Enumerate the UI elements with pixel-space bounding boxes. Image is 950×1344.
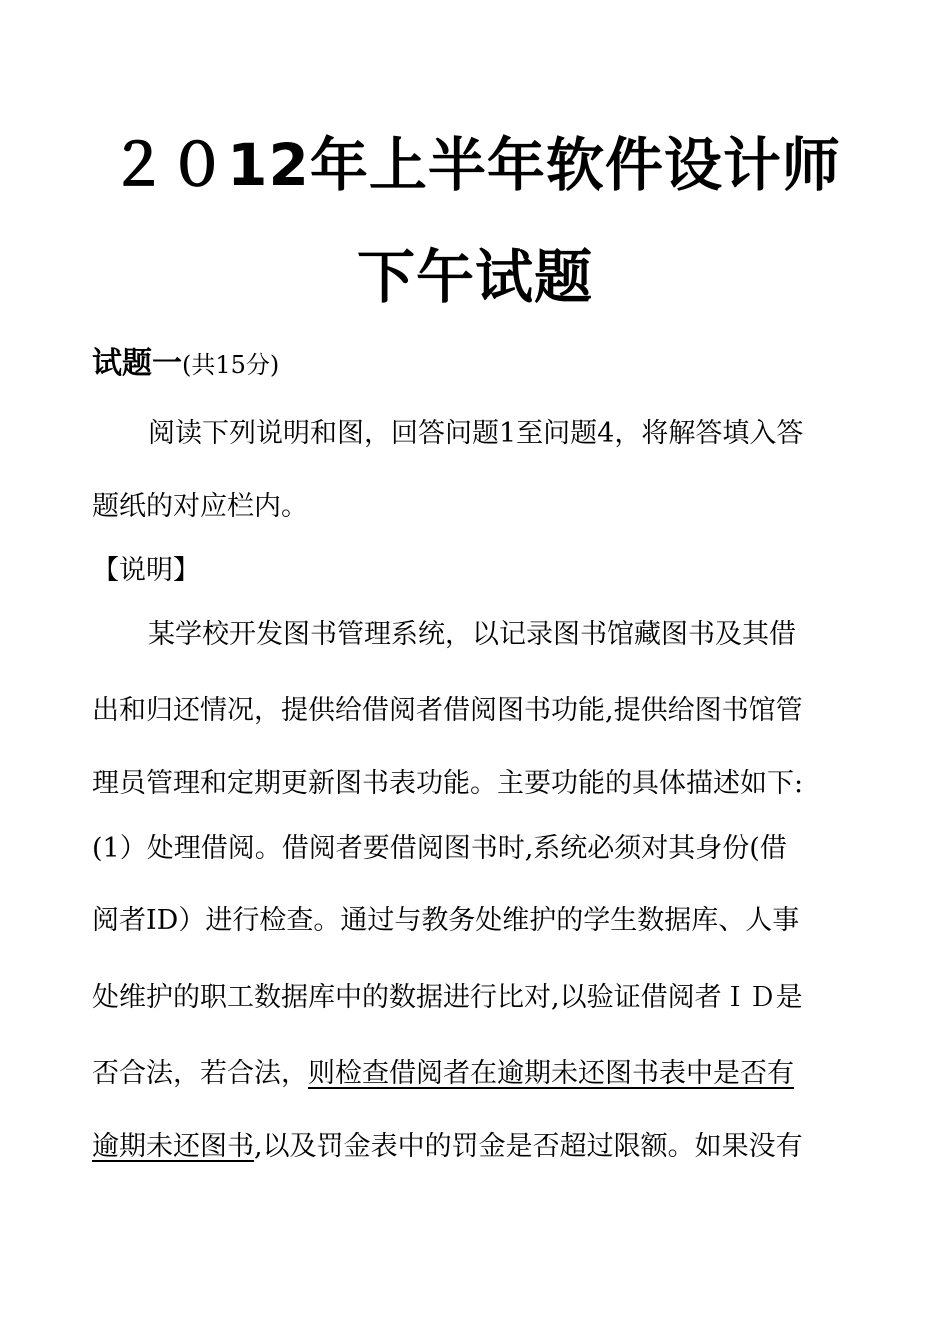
- document-title-line-2: 下午试题: [356, 243, 593, 311]
- question-score: (共15分): [182, 351, 280, 379]
- paragraph-line-7-plain: 否合法，若合法，: [92, 1058, 308, 1089]
- paragraph-line-8-underlined: 逾期未还图书: [92, 1131, 254, 1162]
- paragraph-line-7: [92, 1060, 794, 1087]
- intro-line-1: 阅读下列说明和图，回答问题1至问题4，将解答填入答: [148, 418, 804, 449]
- paragraph-line-6: 处维护的职工数据库中的数据进行比对,以验证借阅者ＩＤ是: [92, 982, 803, 1013]
- document-title-line-1: ２０12年上半年软件设计师: [109, 131, 841, 199]
- paragraph-line-4: (1）处理借阅。借阅者要借阅图书时,系统必须对其身份(借: [92, 833, 787, 864]
- paragraph-line-2: 出和归还情况，提供给借阅者借阅图书功能,提供给图书馆管: [92, 695, 803, 726]
- question-heading-row: [92, 346, 280, 381]
- section-label: 【说明】: [92, 555, 200, 586]
- paragraph-line-5: 阅者ID）进行检查。通过与教务处维护的学生数据库、人事: [92, 905, 800, 936]
- paragraph-line-1: 某学校开发图书管理系统，以记录图书馆藏图书及其借: [148, 619, 796, 650]
- question-heading: 试题一: [92, 346, 182, 381]
- paragraph-line-8: [92, 1133, 803, 1160]
- paragraph-line-8-plain: ,以及罚金表中的罚金是否超过限额。如果没有: [254, 1131, 803, 1162]
- intro-line-2: 题纸的对应栏内。: [92, 491, 308, 522]
- paragraph-line-7-underlined: 则检查借阅者在逾期未还图书表中是否有: [308, 1058, 794, 1089]
- paragraph-line-3: 理员管理和定期更新图书表功能。主要功能的具体描述如下:: [92, 768, 804, 799]
